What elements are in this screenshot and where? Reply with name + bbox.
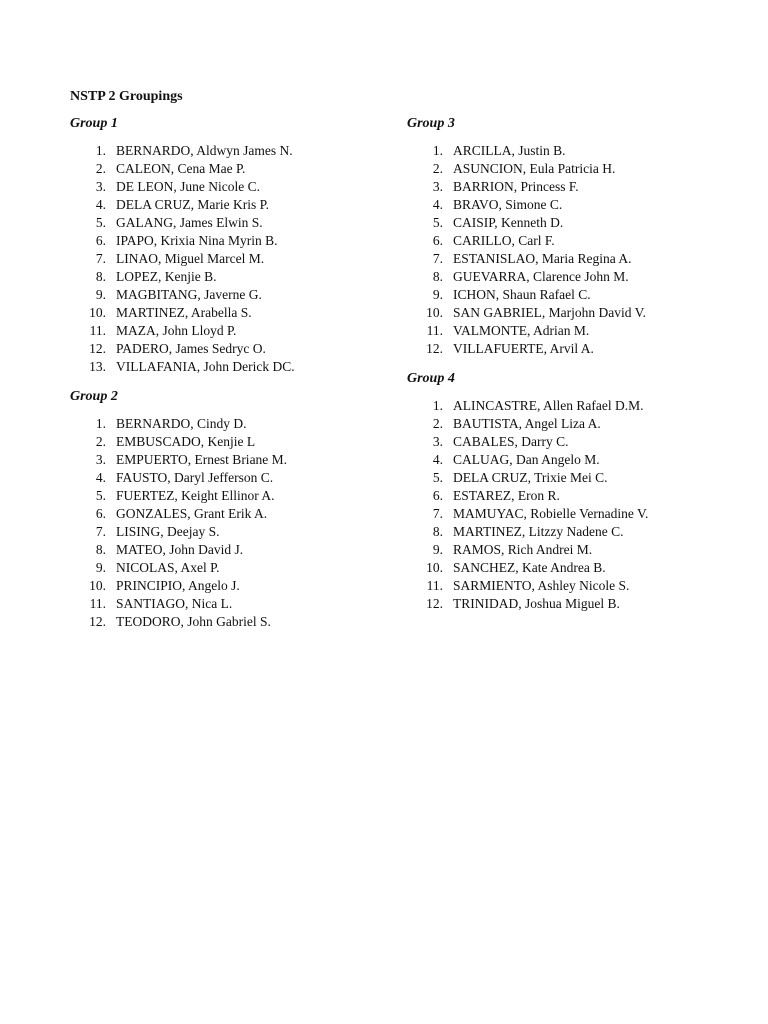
member-name: RAMOS, Rich Andrei M. <box>453 542 593 557</box>
member-number: 7. <box>95 251 106 266</box>
member-item <box>70 358 400 376</box>
member-item <box>407 322 737 340</box>
member-item <box>70 160 400 178</box>
member-item <box>70 595 400 613</box>
member-item <box>70 541 400 559</box>
member-item <box>70 505 400 523</box>
member-number: 10. <box>426 560 443 575</box>
member-number: 7. <box>95 524 106 539</box>
member-name: DELA CRUZ, Trixie Mei C. <box>453 470 608 485</box>
member-number: 2. <box>432 161 443 176</box>
member-name: IPAPO, Krixia Nina Myrin B. <box>116 233 278 248</box>
member-number: 2. <box>95 161 106 176</box>
member-number: 5. <box>95 215 106 230</box>
member-list <box>407 397 737 613</box>
member-number: 12. <box>426 341 443 356</box>
member-number: 1. <box>432 143 443 158</box>
member-name: LISING, Deejay S. <box>116 524 220 539</box>
member-name: MAZA, John Lloyd P. <box>116 323 237 338</box>
member-name: CABALES, Darry C. <box>453 434 569 449</box>
member-number: 12. <box>89 614 106 629</box>
member-item <box>407 304 737 322</box>
member-name: PRINCIPIO, Angelo J. <box>116 578 240 593</box>
member-item <box>70 577 400 595</box>
member-item <box>407 505 737 523</box>
member-name: SAN GABRIEL, Marjohn David V. <box>453 305 647 320</box>
member-item <box>407 541 737 559</box>
member-number: 8. <box>95 269 106 284</box>
member-number: 5. <box>432 470 443 485</box>
member-number: 3. <box>432 434 443 449</box>
member-item <box>407 340 737 358</box>
member-name: ASUNCION, Eula Patricia H. <box>453 161 616 176</box>
member-name: ICHON, Shaun Rafael C. <box>453 287 591 302</box>
member-number: 6. <box>95 506 106 521</box>
member-item <box>407 142 737 160</box>
group-title: Group 3 <box>407 116 455 131</box>
member-item <box>70 433 400 451</box>
member-item <box>407 559 737 577</box>
member-name: VALMONTE, Adrian M. <box>453 323 590 338</box>
member-name: BERNARDO, Aldwyn James N. <box>116 143 293 158</box>
member-item <box>70 286 400 304</box>
member-item <box>70 469 400 487</box>
member-number: 4. <box>432 197 443 212</box>
member-item <box>407 232 737 250</box>
member-item <box>70 142 400 160</box>
member-name: MARTINEZ, Arabella S. <box>116 305 252 320</box>
member-name: SANTIAGO, Nica L. <box>116 596 233 611</box>
member-name: VILLAFANIA, John Derick DC. <box>116 359 295 374</box>
member-number: 1. <box>95 143 106 158</box>
member-name: FAUSTO, Daryl Jefferson C. <box>116 470 274 485</box>
member-name: FUERTEZ, Keight Ellinor A. <box>116 488 275 503</box>
member-number: 12. <box>426 596 443 611</box>
member-item <box>407 433 737 451</box>
member-number: 4. <box>95 470 106 485</box>
member-name: VILLAFUERTE, Arvil A. <box>453 341 594 356</box>
member-item <box>407 214 737 232</box>
member-item <box>407 451 737 469</box>
member-name: DE LEON, June Nicole C. <box>116 179 260 194</box>
member-item <box>407 577 737 595</box>
member-number: 3. <box>432 179 443 194</box>
group-title: Group 1 <box>70 116 118 131</box>
member-name: BARRION, Princess F. <box>453 179 579 194</box>
member-number: 10. <box>89 578 106 593</box>
member-name: TRINIDAD, Joshua Miguel B. <box>453 596 620 611</box>
member-name: DELA CRUZ, Marie Kris P. <box>116 197 269 212</box>
group-section <box>407 115 737 358</box>
group-section <box>70 388 400 631</box>
member-name: SARMIENTO, Ashley Nicole S. <box>453 578 630 593</box>
document-title: NSTP 2 Groupings <box>70 89 183 104</box>
member-number: 11. <box>89 596 106 611</box>
member-item <box>70 304 400 322</box>
member-item <box>407 268 737 286</box>
member-name: BRAVO, Simone C. <box>453 197 563 212</box>
group-section <box>70 115 400 376</box>
member-item <box>407 523 737 541</box>
member-number: 1. <box>95 416 106 431</box>
member-name: EMBUSCADO, Kenjie L <box>116 434 256 449</box>
member-number: 6. <box>432 233 443 248</box>
member-item <box>407 178 737 196</box>
member-name: PADERO, James Sedryc O. <box>116 341 266 356</box>
member-name: ESTANISLAO, Maria Regina A. <box>453 251 632 266</box>
member-number: 8. <box>432 269 443 284</box>
member-name: MATEO, John David J. <box>116 542 244 557</box>
member-number: 4. <box>432 452 443 467</box>
group-section <box>407 370 737 613</box>
member-name: LOPEZ, Kenjie B. <box>116 269 217 284</box>
member-number: 9. <box>432 287 443 302</box>
member-item <box>70 487 400 505</box>
member-item <box>407 595 737 613</box>
member-number: 11. <box>426 578 443 593</box>
member-number: 1. <box>432 398 443 413</box>
member-name: BAUTISTA, Angel Liza A. <box>453 416 601 431</box>
member-item <box>407 487 737 505</box>
member-item <box>407 397 737 415</box>
member-number: 6. <box>95 233 106 248</box>
member-number: 13. <box>89 359 106 374</box>
member-name: GUEVARRA, Clarence John M. <box>453 269 629 284</box>
member-name: CAISIP, Kenneth D. <box>453 215 564 230</box>
member-name: ESTAREZ, Eron R. <box>453 488 560 503</box>
member-item <box>70 232 400 250</box>
member-item <box>70 415 400 433</box>
member-list <box>407 142 737 358</box>
member-name: ARCILLA, Justin B. <box>453 143 566 158</box>
member-number: 12. <box>89 341 106 356</box>
member-item <box>407 415 737 433</box>
member-number: 5. <box>432 215 443 230</box>
member-number: 9. <box>432 542 443 557</box>
member-item <box>70 559 400 577</box>
member-item <box>70 322 400 340</box>
member-name: LINAO, Miguel Marcel M. <box>116 251 265 266</box>
member-name: EMPUERTO, Ernest Briane M. <box>116 452 288 467</box>
member-number: 9. <box>95 560 106 575</box>
member-name: MARTINEZ, Litzzy Nadene C. <box>453 524 624 539</box>
member-item <box>70 340 400 358</box>
member-item <box>407 250 737 268</box>
member-item <box>407 469 737 487</box>
member-number: 5. <box>95 488 106 503</box>
member-item <box>70 613 400 631</box>
member-item <box>70 196 400 214</box>
member-number: 9. <box>95 287 106 302</box>
member-name: BERNARDO, Cindy D. <box>116 416 247 431</box>
member-number: 3. <box>95 452 106 467</box>
member-name: GONZALES, Grant Erik A. <box>116 506 268 521</box>
member-item <box>70 178 400 196</box>
member-number: 10. <box>89 305 106 320</box>
member-name: ALINCASTRE, Allen Rafael D.M. <box>453 398 644 413</box>
member-item <box>70 268 400 286</box>
member-name: CALUAG, Dan Angelo M. <box>453 452 600 467</box>
member-number: 2. <box>432 416 443 431</box>
member-item <box>70 523 400 541</box>
member-number: 8. <box>95 542 106 557</box>
member-name: NICOLAS, Axel P. <box>116 560 220 575</box>
member-number: 2. <box>95 434 106 449</box>
member-item <box>407 196 737 214</box>
member-list <box>70 142 400 376</box>
member-number: 11. <box>426 323 443 338</box>
member-number: 6. <box>432 488 443 503</box>
group-title: Group 4 <box>407 371 455 386</box>
member-name: GALANG, James Elwin S. <box>116 215 263 230</box>
member-item <box>407 286 737 304</box>
member-item <box>70 214 400 232</box>
member-item <box>70 250 400 268</box>
member-number: 10. <box>426 305 443 320</box>
member-item <box>407 160 737 178</box>
member-list <box>70 415 400 631</box>
member-name: CALEON, Cena Mae P. <box>116 161 246 176</box>
member-number: 11. <box>89 323 106 338</box>
member-name: CARILLO, Carl F. <box>453 233 555 248</box>
member-name: MAMUYAC, Robielle Vernadine V. <box>453 506 649 521</box>
member-name: TEODORO, John Gabriel S. <box>116 614 271 629</box>
group-title: Group 2 <box>70 389 118 404</box>
member-number: 7. <box>432 506 443 521</box>
member-number: 8. <box>432 524 443 539</box>
member-item <box>70 451 400 469</box>
member-number: 4. <box>95 197 106 212</box>
member-number: 3. <box>95 179 106 194</box>
member-name: MAGBITANG, Javerne G. <box>116 287 262 302</box>
member-name: SANCHEZ, Kate Andrea B. <box>453 560 606 575</box>
member-number: 7. <box>432 251 443 266</box>
